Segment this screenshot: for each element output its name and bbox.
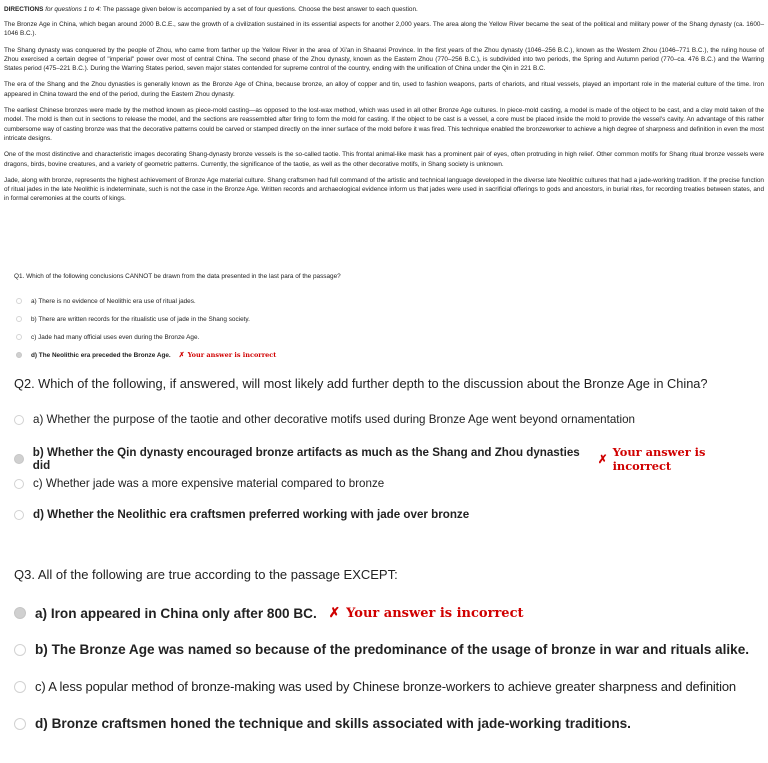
- radio-button[interactable]: [16, 334, 22, 340]
- incorrect-feedback: Your answer is incorrect: [612, 445, 706, 473]
- incorrect-feedback: Your answer is incorrect: [346, 605, 524, 621]
- option-label: b) The Bronze Age was named so because of the predominance of the usage of bronze in war and rituals alike.: [35, 642, 750, 657]
- question-1-option-b[interactable]: [14, 310, 754, 328]
- incorrect-mark-icon: ✗: [328, 605, 341, 620]
- question-2-option-a[interactable]: [14, 413, 635, 426]
- passage-paragraph: The Shang dynasty was conquered by the people of Zhou, who came from farther up the Yellow River in the area of Xi'an in Shaanxi Province. In the first years of the Zhou dynasty (1046–256 B.C.), known as the Western Zhou (1046–771 B.C.), the ruling house of Zhou exercised a certain degree of "imperial" power over most of central China. The second phase of the Zhou dynasty, known as the Eastern Zhou (770–256 B.C.), is subdivided into two periods, the Spring and Autumn period (770–ca. 476 B.C.) and the Warring States period (475–221 B.C.). During the Warring States period, seven major states contended for supreme control of the country, ending with the unification of China under the Qin in 221 B.C.: [4, 46, 764, 73]
- incorrect-feedback: Your answer is incorrect: [187, 351, 277, 359]
- question-2-option-b[interactable]: [14, 445, 764, 473]
- option-label: d) The Neolithic era preceded the Bronze Age.: [31, 351, 171, 359]
- directions-scope: for questions 1 to 4:: [45, 6, 102, 13]
- option-label: b) There are written records for the ritualistic use of jade in the Shang society.: [31, 315, 250, 323]
- radio-button[interactable]: [16, 316, 22, 322]
- option-label: a) Whether the purpose of the taotie and other decorative motifs used during Bronze Age went beyond ornamentation: [33, 413, 635, 426]
- radio-button[interactable]: [16, 298, 22, 304]
- passage-paragraph: Jade, along with bronze, represents the highest achievement of Bronze Age material culture. Shang craftsmen had full command of the artistic and technical language developed in the diverse late Neolithic cultures that had a jade-working tradition. If the precise function of ritual jades in the late Neolithic is indeterminate, such is not the case in the Bronze Age. Written records and archaeological evidence inform us that jades were used in sacrificial offerings to gods and ancestors, in burial rites, for recording treaties between states, and in formal ceremonies at the courts of kings.: [4, 176, 764, 203]
- question-1: [14, 273, 754, 364]
- question-1-option-c[interactable]: [14, 328, 754, 346]
- radio-button[interactable]: [14, 510, 24, 520]
- passage-section: [4, 6, 764, 211]
- question-3-option-d[interactable]: [14, 716, 631, 731]
- question-1-option-a[interactable]: [14, 292, 754, 310]
- option-label: d) Bronze craftsmen honed the technique and skills associated with jade-working traditions.: [35, 716, 631, 731]
- question-3-option-c[interactable]: [14, 679, 736, 694]
- option-label: b) Whether the Qin dynasty encouraged bronze artifacts as much as the Shang and Zhou dynasties did: [32, 446, 580, 472]
- radio-button[interactable]: [14, 644, 26, 656]
- directions-text: The passage given below is accompanied by a set of four questions. Choose the best answer to each question.: [103, 6, 418, 13]
- passage-paragraph: One of the most distinctive and characteristic images decorating Shang-dynasty bronze vessels is the so-called taotie. This frontal animal-like mask has a prominent pair of eyes, often protruding in high relief. Other common motifs for Shang ritual bronze vessels were dragons, birds, bovine creatures, and a variety of geometric patterns. Currently, the significance of the taotie, as well as the other decorative motifs, in Shang society is unknown.: [4, 151, 764, 168]
- directions: [4, 6, 764, 14]
- radio-button-selected[interactable]: [14, 607, 26, 619]
- question-3-stem: Q3. All of the following are true according to the passage EXCEPT:: [14, 567, 398, 582]
- passage-paragraph: The era of the Shang and the Zhou dynasties is generally known as the Bronze Age of China, because bronze, an alloy of copper and tin, used to fashion weapons, parts of chariots, and ritual vessels, played an important role in the material culture of the time. Iron appeared in China toward the end of the period, during the Eastern Zhou dynasty.: [4, 81, 764, 98]
- option-label: a) There is no evidence of Neolithic era use of ritual jades.: [31, 297, 196, 305]
- radio-button[interactable]: [14, 681, 26, 693]
- passage-paragraph: The Bronze Age in China, which began around 2000 B.C.E., saw the growth of a civilization sustained in its essential aspects for another 2,000 years. The area along the Yellow River became the seat of the political and military power of the Shang dynasty (ca. 1600–1046 B.C.).: [4, 21, 764, 38]
- directions-label: DIRECTIONS: [4, 6, 44, 13]
- question-1-stem: Q1. Which of the following conclusions CANNOT be drawn from the data presented in the last para of the passage?: [14, 273, 341, 280]
- radio-button-selected[interactable]: [16, 352, 22, 358]
- option-label: c) Jade had many official uses even during the Bronze Age.: [31, 333, 200, 341]
- option-label: a) Iron appeared in China only after 800 BC.: [35, 605, 317, 621]
- question-2-option-c[interactable]: [14, 477, 384, 490]
- question-3: [14, 567, 768, 731]
- question-2-stem: Q2. Which of the following, if answered, will most likely add further depth to the discussion about the Bronze Age in China?: [14, 376, 708, 391]
- question-3-option-b[interactable]: [14, 642, 749, 657]
- question-1-option-d[interactable]: [14, 346, 754, 364]
- radio-button[interactable]: [14, 479, 24, 489]
- radio-button[interactable]: [14, 718, 26, 730]
- incorrect-mark-icon: ✗: [178, 352, 185, 359]
- option-label: c) Whether jade was a more expensive material compared to bronze: [33, 477, 385, 490]
- question-2-option-d[interactable]: [14, 508, 469, 521]
- passage-paragraph: The earliest Chinese bronzes were made by the method known as piece-mold casting—as opposed to the lost-wax method, which was used in all other Bronze Age cultures. In piece-mold casting, a model is made of the object to be cast, and a clay mold taken of the model. The mold is then cut in sections to release the model, and the sections are reassembled after firing to form the mold for casting. If the object to be cast is a vessel, a core must be placed inside the mold to provide the vessel's cavity. An advantage of this rather cumbersome way of casting bronze was that the decorative patterns could be carved or stamped directly on the inner surface of the mold before it was fired. This technique enabled the bronzeworker to achieve a high degree of sharpness and definition in even the most intricate designs.: [4, 107, 764, 142]
- radio-button-selected[interactable]: [14, 454, 24, 464]
- option-label: d) Whether the Neolithic era craftsmen preferred working with jade over bronze: [33, 508, 470, 521]
- incorrect-mark-icon: ✗: [597, 453, 608, 466]
- question-2: [14, 376, 764, 521]
- question-3-option-a[interactable]: [14, 605, 523, 621]
- option-label: c) A less popular method of bronze-making was used by Chinese bronze-workers to achieve greater sharpness and definition: [35, 679, 737, 694]
- radio-button[interactable]: [14, 415, 24, 425]
